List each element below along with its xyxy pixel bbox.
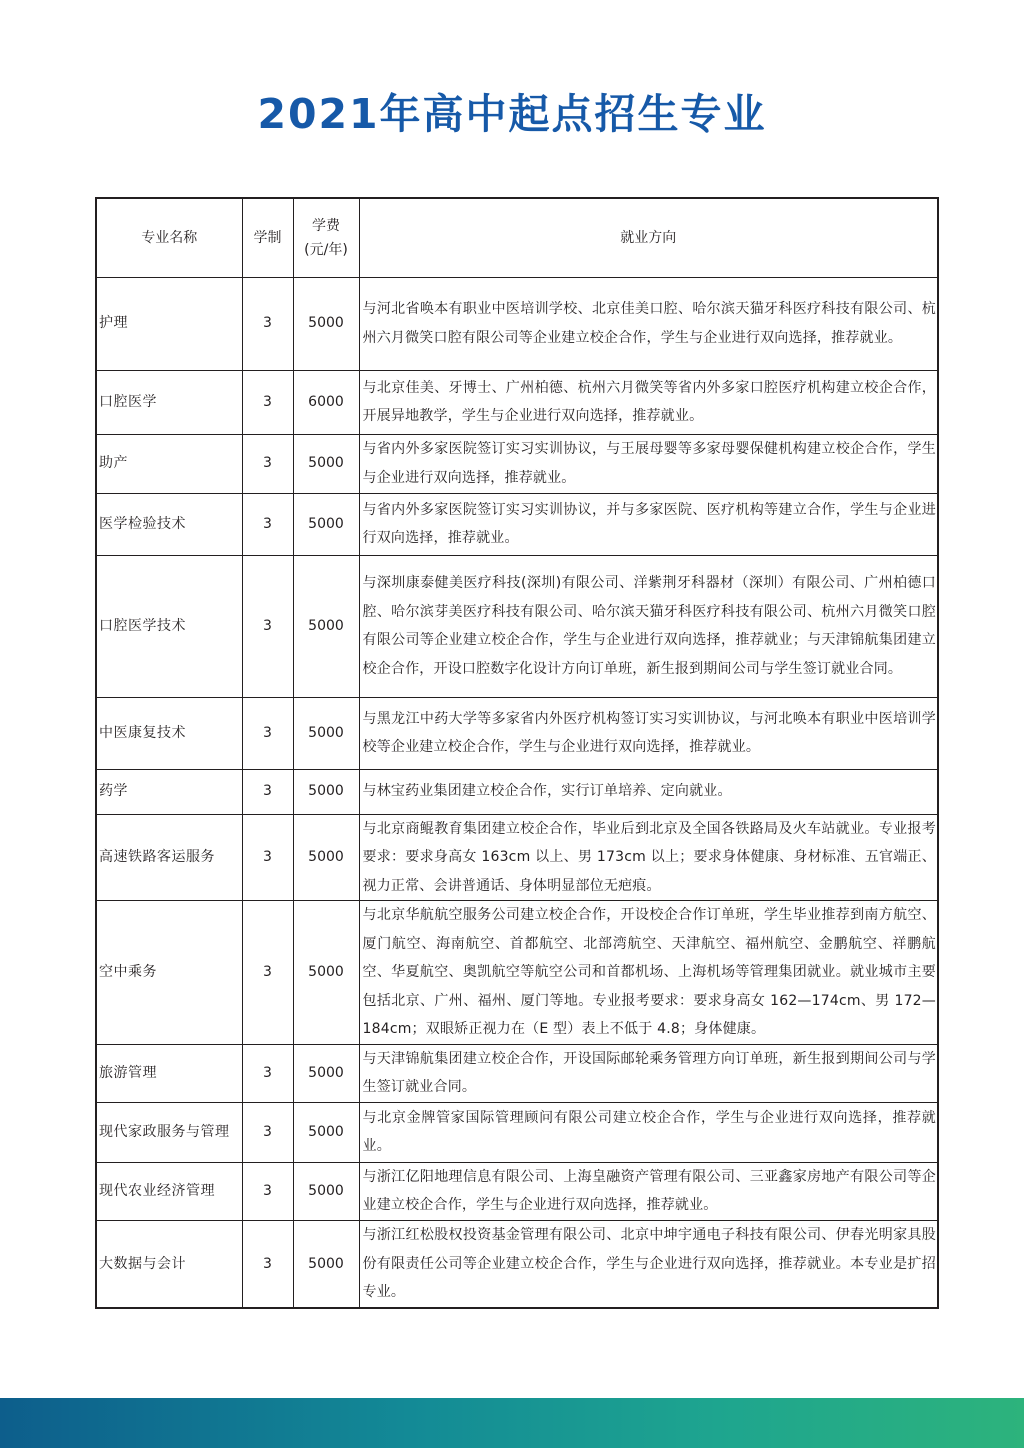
- major-years: 3: [242, 434, 293, 493]
- header-fee-line2: (元/年): [304, 241, 348, 258]
- major-name: 医学检验技术: [96, 493, 242, 555]
- major-name: 大数据与会计: [96, 1220, 242, 1308]
- major-fee: 5000: [293, 277, 359, 370]
- major-fee: 5000: [293, 493, 359, 555]
- header-employment: 就业方向: [359, 198, 938, 277]
- major-name: 现代家政服务与管理: [96, 1102, 242, 1162]
- major-employment: 与天津锦航集团建立校企合作，开设国际邮轮乘务管理方向订单班，新生报到期间公司与学生签订就业合同。: [359, 1044, 938, 1102]
- major-years: 3: [242, 1044, 293, 1102]
- table-row: [96, 814, 938, 901]
- header-row: [96, 198, 938, 277]
- major-employment: 与北京佳美、牙博士、广州柏德、杭州六月微笑等省内外多家口腔医疗机构建立校企合作，开展异地教学，学生与企业进行双向选择，推荐就业。: [359, 370, 938, 434]
- major-employment: 与省内外多家医院签订实习实训协议，与王展母婴等多家母婴保健机构建立校企合作，学生与企业进行双向选择，推荐就业。: [359, 434, 938, 493]
- table-row: [96, 1162, 938, 1220]
- major-years: 3: [242, 901, 293, 1045]
- major-employment: 与北京商鲲教育集团建立校企合作，毕业后到北京及全国各铁路局及火车站就业。专业报考要求：要求身高女 163cm 以上、男 173cm 以上；要求身体健康、身材标准、五官端正、视力正常、会讲普通话、身体明显部位无疤痕。: [359, 814, 938, 901]
- major-fee: 5000: [293, 697, 359, 769]
- major-fee: 5000: [293, 1162, 359, 1220]
- table-row: [96, 1102, 938, 1162]
- major-employment: 与黑龙江中药大学等多家省内外医疗机构签订实习实训协议，与河北唤本有职业中医培训学校等企业建立校企合作，学生与企业进行双向选择，推荐就业。: [359, 697, 938, 769]
- major-years: 3: [242, 814, 293, 901]
- table-row: [96, 697, 938, 769]
- major-employment: 与浙江红松股权投资基金管理有限公司、北京中坤宇通电子科技有限公司、伊春光明家具股份有限责任公司等企业建立校企合作，学生与企业进行双向选择，推荐就业。本专业是扩招专业。: [359, 1220, 938, 1308]
- major-name: 现代农业经济管理: [96, 1162, 242, 1220]
- major-years: 3: [242, 370, 293, 434]
- table-row: [96, 901, 938, 1045]
- major-fee: 5000: [293, 1044, 359, 1102]
- table-row: [96, 1044, 938, 1102]
- table-row: [96, 769, 938, 814]
- major-employment: 与浙江亿阳地理信息有限公司、上海皇融资产管理有限公司、三亚鑫家房地产有限公司等企业建立校企合作，学生与企业进行双向选择，推荐就业。: [359, 1162, 938, 1220]
- major-name: 旅游管理: [96, 1044, 242, 1102]
- major-name: 高速铁路客运服务: [96, 814, 242, 901]
- major-employment: 与河北省唤本有职业中医培训学校、北京佳美口腔、哈尔滨天猫牙科医疗科技有限公司、杭州六月微笑口腔有限公司等企业建立校企合作，学生与企业进行双向选择，推荐就业。: [359, 277, 938, 370]
- major-fee: 5000: [293, 901, 359, 1045]
- table-row: [96, 1220, 938, 1308]
- major-fee: 5000: [293, 1102, 359, 1162]
- major-employment: 与深圳康泰健美医疗科技(深圳)有限公司、洋紫荆牙科器材（深圳）有限公司、广州柏德口腔、哈尔滨芽美医疗科技有限公司、哈尔滨天猫牙科医疗科技有限公司、杭州六月微笑口腔有限公司等企业建立校企合作，学生与企业进行双向选择，推荐就业；与天津锦航集团建立校企合作，开设口腔数字化设计方向订单班，新生报到期间公司与学生签订就业合同。: [359, 555, 938, 697]
- major-years: 3: [242, 493, 293, 555]
- major-fee: 5000: [293, 555, 359, 697]
- table-row: [96, 277, 938, 370]
- major-employment: 与北京华航航空服务公司建立校企合作，开设校企合作订单班，学生毕业推荐到南方航空、厦门航空、海南航空、首都航空、北部湾航空、天津航空、福州航空、金鹏航空、祥鹏航空、华夏航空、奥凯航空等航空公司和首都机场、上海机场等管理集团就业。就业城市主要包括北京、广州、福州、厦门等地。专业报考要求：要求身高女 162—174cm、男 172—184cm；双眼矫正视力在（E 型）表上不低于 4.8；身体健康。: [359, 901, 938, 1045]
- major-years: 3: [242, 769, 293, 814]
- major-name: 空中乘务: [96, 901, 242, 1045]
- header-fee-line1: 学费: [312, 217, 340, 234]
- major-years: 3: [242, 277, 293, 370]
- major-employment: 与林宝药业集团建立校企合作，实行订单培养、定向就业。: [359, 769, 938, 814]
- page-title: 2021年高中起点招生专业: [257, 90, 767, 138]
- major-years: 3: [242, 1102, 293, 1162]
- major-fee: 5000: [293, 769, 359, 814]
- header-name: 专业名称: [96, 198, 242, 277]
- bottom-gradient-bar: [0, 1398, 1024, 1448]
- table-row: [96, 493, 938, 555]
- major-years: 3: [242, 1220, 293, 1308]
- major-employment: 与北京金牌管家国际管理顾问有限公司建立校企合作，学生与企业进行双向选择，推荐就业。: [359, 1102, 938, 1162]
- major-years: 3: [242, 697, 293, 769]
- header-years: 学制: [242, 198, 293, 277]
- major-name: 中医康复技术: [96, 697, 242, 769]
- table-row: [96, 434, 938, 493]
- major-fee: 5000: [293, 814, 359, 901]
- table-row: [96, 555, 938, 697]
- major-fee: 5000: [293, 1220, 359, 1308]
- major-name: 助产: [96, 434, 242, 493]
- major-name: 口腔医学技术: [96, 555, 242, 697]
- table-row: [96, 370, 938, 434]
- major-years: 3: [242, 1162, 293, 1220]
- major-name: 护理: [96, 277, 242, 370]
- major-employment: 与省内外多家医院签订实习实训协议，并与多家医院、医疗机构等建立合作，学生与企业进行双向选择，推荐就业。: [359, 493, 938, 555]
- major-years: 3: [242, 555, 293, 697]
- major-fee: 6000: [293, 370, 359, 434]
- major-name: 口腔医学: [96, 370, 242, 434]
- majors-table: [95, 197, 939, 1309]
- header-fee: [293, 198, 359, 277]
- major-fee: 5000: [293, 434, 359, 493]
- major-name: 药学: [96, 769, 242, 814]
